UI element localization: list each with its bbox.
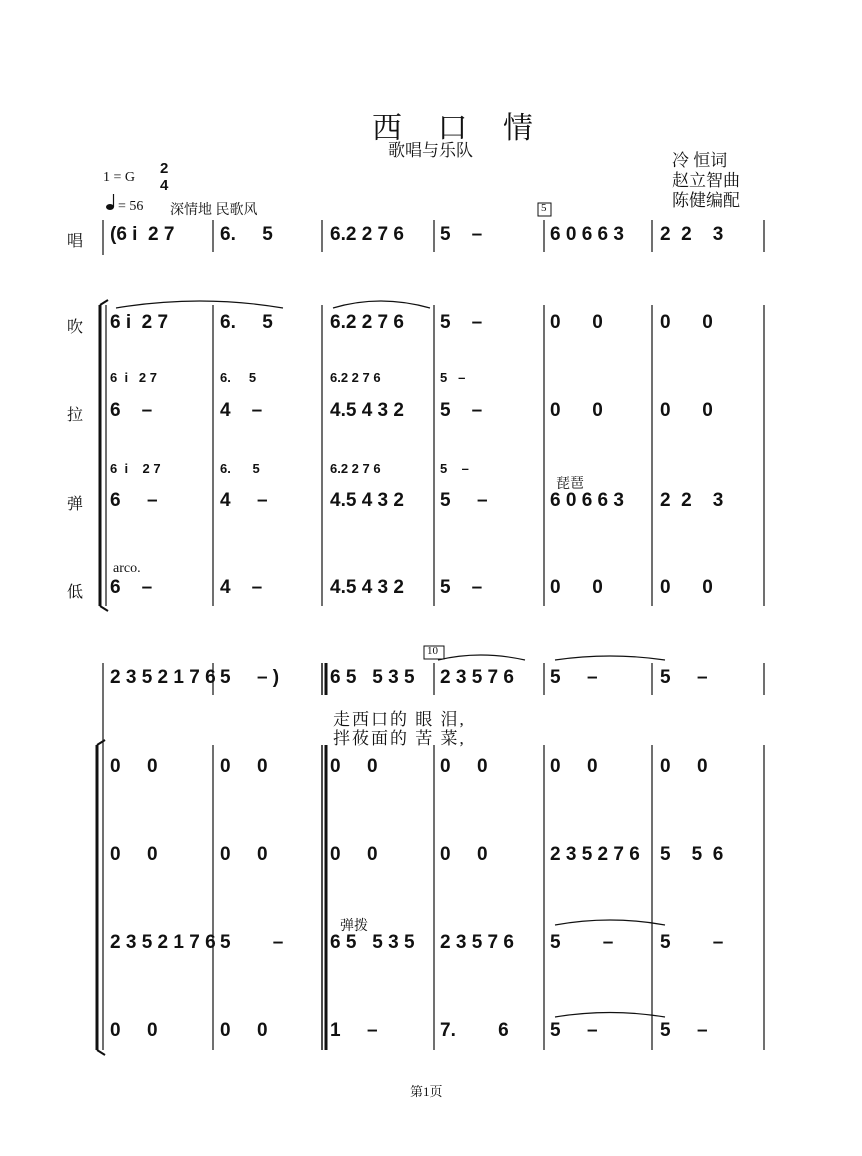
bow-measure: 2 3 5 2 7 6 (550, 844, 640, 865)
key-signature: 1 = G (103, 170, 136, 185)
pipa-mark: 琵琶 (556, 477, 584, 492)
subtitle: 歌唱与乐队 (388, 141, 473, 160)
bow-measure: 0 0 (660, 400, 713, 421)
wind-measure: 6 i 2 7 (110, 312, 169, 333)
sing-measure: (6 i 2 7 (110, 224, 175, 245)
wind-measure: 6. 5 (220, 312, 273, 333)
page-title: 西 口 情 (372, 112, 547, 145)
pluck_hi-measure: 6. 5 (220, 461, 260, 476)
label-wind: 吹 (67, 317, 84, 336)
label-bow: 拉 (67, 405, 84, 424)
pluck_hi-measure: 5 – (440, 461, 469, 476)
pluck-measure: 2 3 5 2 1 7 6 (110, 932, 216, 953)
wind-measure: 0 0 (440, 756, 488, 777)
bass-measure: 6 – (110, 577, 153, 598)
pluck-measure: 5 – (660, 932, 724, 953)
bow_hi-measure: 6 i 2 7 (110, 370, 157, 385)
measure-number-5: 5 (541, 202, 547, 214)
wind-measure: 0 0 (550, 756, 598, 777)
bow-measure: 4.5 4 3 2 (330, 400, 404, 421)
pluck-measure: 6 – (110, 490, 158, 511)
lyrics-verse-2: 拌莜面的 苦 菜, (333, 729, 466, 748)
sing-measure: 2 2 3 (660, 224, 724, 245)
pluck-measure: 2 2 3 (660, 490, 724, 511)
bass-measure: 0 0 (550, 577, 603, 598)
lyrics-verse-1: 走西口的 眼 泪, (333, 710, 466, 729)
bass-measure: 5 – (440, 577, 483, 598)
bow-measure: 0 0 (330, 844, 378, 865)
bass-measure: 1 – (330, 1020, 378, 1041)
pluck_hi-measure: 6 i 2 7 (110, 461, 161, 476)
bass-measure: 4 – (220, 577, 263, 598)
pluck-measure: 2 3 5 7 6 (440, 932, 514, 953)
bow_hi-measure: 6. 5 (220, 370, 257, 385)
wind-measure: 0 0 (660, 756, 708, 777)
bow_hi-measure: 5 – (440, 370, 466, 385)
bow-measure: 0 0 (440, 844, 488, 865)
pluck-measure: 6 5 5 3 5 (330, 932, 415, 953)
wind-measure: 0 0 (110, 756, 158, 777)
time-denominator: 4 (160, 177, 169, 194)
page-number: 第1页 (410, 1084, 443, 1099)
bass-measure: 0 0 (220, 1020, 268, 1041)
pluck-measure: 5 – (440, 490, 488, 511)
sing-measure: 6 5 5 3 5 (330, 667, 415, 688)
wind-measure: 5 – (440, 312, 483, 333)
sing-measure: 5 – (550, 667, 598, 688)
bass-measure: 5 – (550, 1020, 598, 1041)
pizz-mark: 弹拨 (340, 919, 368, 934)
bow-measure: 4 – (220, 400, 263, 421)
bow-measure: 5 5 6 (660, 844, 724, 865)
wind-measure: 0 0 (330, 756, 378, 777)
sing-measure: 5 – ) (220, 667, 280, 688)
wind-measure: 0 0 (220, 756, 268, 777)
sing-measure: 2 3 5 2 1 7 6 (110, 667, 216, 688)
bow-measure: 0 0 (110, 844, 158, 865)
expression-mark: 深情地 民歌风 (170, 203, 258, 218)
pluck-measure: 6 0 6 6 3 (550, 490, 624, 511)
bow-measure: 0 0 (550, 400, 603, 421)
bow-measure: 6 – (110, 400, 153, 421)
arco-mark: arco. (113, 561, 141, 576)
bow-measure: 5 – (440, 400, 483, 421)
bow-measure: 0 0 (220, 844, 268, 865)
tempo-mark: = 56 (118, 199, 144, 214)
pluck-measure: 4.5 4 3 2 (330, 490, 404, 511)
bass-measure: 4.5 4 3 2 (330, 577, 404, 598)
sing-measure: 6.2 2 7 6 (330, 224, 404, 245)
bass-measure: 7. 6 (440, 1020, 509, 1041)
sing-measure: 6 0 6 6 3 (550, 224, 624, 245)
bass-measure: 0 0 (660, 577, 713, 598)
label-pluck: 弹 (67, 494, 84, 513)
pluck-measure: 5 – (550, 932, 614, 953)
wind-measure: 0 0 (550, 312, 603, 333)
credit-composer: 赵立智曲 (672, 171, 740, 190)
sing-measure: 2 3 5 7 6 (440, 667, 514, 688)
sing-measure: 5 – (440, 224, 483, 245)
label-sing: 唱 (67, 231, 84, 250)
sing-measure: 5 – (660, 667, 708, 688)
bow_hi-measure: 6.2 2 7 6 (330, 370, 381, 385)
credit-arranger: 陈健编配 (672, 191, 740, 210)
label-bass: 低 (67, 582, 84, 601)
bass-measure: 0 0 (110, 1020, 158, 1041)
wind-measure: 0 0 (660, 312, 713, 333)
time-numerator: 2 (160, 160, 169, 177)
pluck-measure: 5 – (220, 932, 284, 953)
wind-measure: 6.2 2 7 6 (330, 312, 404, 333)
pluck-measure: 4 – (220, 490, 268, 511)
bass-measure: 5 – (660, 1020, 708, 1041)
measure-number-10: 10 (427, 645, 438, 657)
credit-lyricist: 冷 恒词 (672, 151, 728, 170)
sing-measure: 6. 5 (220, 224, 273, 245)
pluck_hi-measure: 6.2 2 7 6 (330, 461, 381, 476)
